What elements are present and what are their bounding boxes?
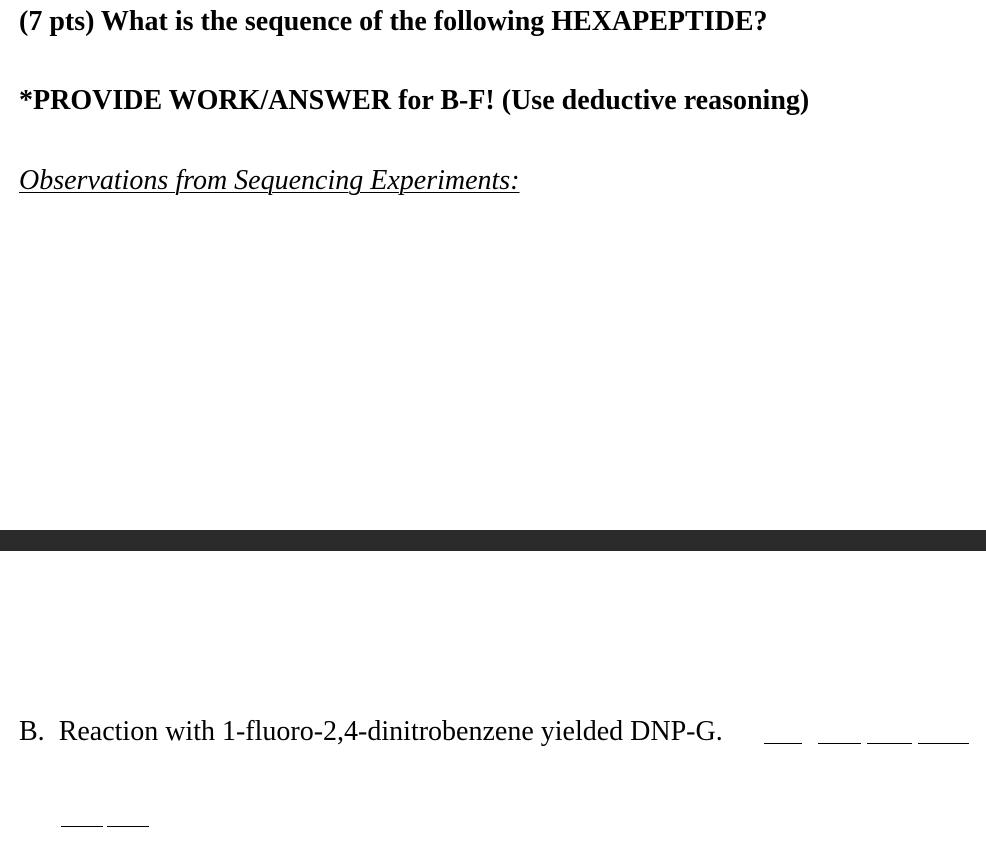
answer-blank-3[interactable] (867, 743, 912, 744)
answer-blank-6[interactable] (107, 826, 149, 827)
question-title: (7 pts) What is the sequence of the following HEXAPEPTIDE? (19, 6, 768, 37)
answer-blank-5[interactable] (61, 826, 103, 827)
item-b-letter: B. (19, 716, 45, 747)
item-b-text: Reaction with 1-fluoro-2,4-dinitrobenzene yielded DNP-G. (58, 716, 723, 747)
observations-heading: Observations from Sequencing Experiments: (19, 165, 520, 196)
answer-blank-1[interactable] (764, 743, 802, 744)
item-b (19, 718, 723, 746)
answer-blank-4[interactable] (918, 743, 969, 744)
section-divider-bar (0, 530, 986, 551)
instruction-text: *PROVIDE WORK/ANSWER for B-F! (Use deductive reasoning) (19, 85, 810, 116)
answer-blank-2[interactable] (818, 743, 861, 744)
